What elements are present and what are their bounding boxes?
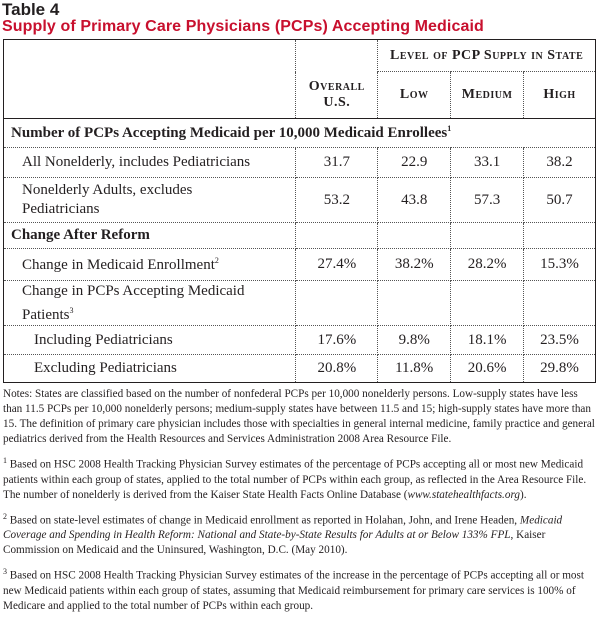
footnote-3-text: Based on HSC 2008 Health Tracking Physician Survey estimates of the increase in the percentage of PCPs accepting all or most new Medicaid patients within each group of states, assuming that Medicaid reimbursement for primary care services is 100% of Medicare and applied to the total number of PCPs within each group. [3, 570, 584, 613]
notes-section [3, 387, 599, 620]
cell-medium: 28.2% [451, 249, 524, 281]
row-label-line2 [22, 301, 295, 325]
empty-cell [378, 281, 451, 326]
cell-medium: 57.3 [451, 178, 524, 223]
table-row [4, 281, 596, 326]
cell-high: 23.5% [524, 326, 596, 355]
table-row [4, 355, 596, 383]
empty-cell [296, 223, 378, 249]
row-label-line1: Change in PCPs Accepting Medicaid [22, 282, 245, 299]
footnote-1 [3, 453, 599, 503]
cell-high: 15.3% [524, 249, 596, 281]
footnote-1-end: ). [519, 488, 527, 501]
section-1-sup: 1 [447, 124, 452, 133]
header-overall-line1: Overall [308, 78, 365, 94]
cell-overall: 27.4% [296, 249, 378, 281]
cell-high: 29.8% [524, 355, 596, 383]
cell-medium: 33.1 [451, 148, 524, 178]
section-1-title [4, 119, 596, 148]
table-row [4, 326, 596, 355]
cell-overall: 17.6% [296, 326, 378, 355]
table-row [4, 148, 596, 178]
cell-overall: 53.2 [296, 178, 378, 223]
row-label-line1: Nonelderly Adults, excludes [22, 182, 193, 198]
footnote-3 [3, 564, 599, 614]
cell-medium: 20.6% [451, 355, 524, 383]
footnote-2 [3, 509, 599, 559]
header-label-cell [4, 72, 296, 119]
section-2-title: Change After Reform [4, 223, 296, 249]
cell-low: 22.9 [378, 148, 451, 178]
header-high: High [524, 72, 596, 119]
cell-low: 9.8% [378, 326, 451, 355]
empty-cell [524, 223, 596, 249]
row-label [4, 178, 296, 223]
header-overall-blank [296, 40, 378, 72]
row-label-line2-text: Patients [22, 306, 70, 323]
header-overall [296, 72, 378, 119]
empty-cell [451, 281, 524, 326]
row-label-sup: 2 [214, 255, 219, 265]
empty-cell [378, 223, 451, 249]
cell-medium: 18.1% [451, 326, 524, 355]
table-title: Supply of Primary Care Physicians (PCPs) Accepting Medicaid [2, 18, 484, 35]
table-label: Table 4 [2, 0, 60, 19]
empty-cell [296, 281, 378, 326]
footnote-2-sup: 2 [3, 511, 7, 521]
data-table [3, 39, 596, 383]
cell-high: 50.7 [524, 178, 596, 223]
row-label: Excluding Pediatricians [4, 355, 296, 383]
cell-overall: 31.7 [296, 148, 378, 178]
header-supply-group: Level of PCP Supply in State [378, 40, 596, 72]
row-label [4, 281, 296, 326]
footnote-1-text: Based on HSC 2008 Health Tracking Physician Survey estimates of the percentage of PCPs accepting all or most new Medicaid patients within each group of states, applied to the total number of PCPs within each group, as reflected in the Area Resource File. The number of nonelderly is derived from the Kaiser State Health Facts Online Database ( [3, 458, 587, 501]
cell-high: 38.2 [524, 148, 596, 178]
footnote-1-sup: 1 [3, 456, 7, 465]
footnote-1-link: www.statehealthfacts.org [407, 488, 520, 501]
row-label-sup: 3 [69, 305, 74, 315]
section-1-row [4, 119, 596, 148]
row-label [4, 249, 296, 281]
row-label-line2: Pediatricians [22, 201, 100, 217]
row-label: Including Pediatricians [4, 326, 296, 355]
footnote-2-text: Based on state-level estimates of change in Medicaid enrollment as reported in Holahan, John, and Irene Headen, [9, 514, 520, 527]
table-row [4, 178, 596, 223]
section-1-title-text: Number of PCPs Accepting Medicaid per 10,000 Medicaid Enrollees [11, 125, 448, 141]
header-row-group [4, 40, 596, 72]
header-low: Low [378, 72, 451, 119]
empty-cell [524, 281, 596, 326]
cell-low: 11.8% [378, 355, 451, 383]
notes-main: Notes: States are classified based on the number of nonfederal PCPs per 10,000 nonelderly persons. Low-supply states have less than 11.5 PCPs per 10,000 nonelderly persons; medium-supply states have between 11.5 and 15; high-supply states have more than 15. The definition of primary care physician includes those with specialties in general internal medicine, family practice and general pediatrics derived from the Health Resources and Services Administration 2008 Area Resource File. [3, 388, 595, 445]
table-row [4, 249, 596, 281]
cell-overall: 20.8% [296, 355, 378, 383]
header-blank [4, 40, 296, 72]
header-overall-line2: U.S. [323, 94, 351, 110]
cell-low: 38.2% [378, 249, 451, 281]
footnote-2-end: , Kaiser Commission on Medicaid and the Uninsured, Washington, D.C. (May 2010). [3, 529, 546, 557]
empty-cell [451, 223, 524, 249]
row-label-text: Change in Medicaid Enrollment [22, 256, 215, 273]
footnote-3-sup: 3 [3, 567, 7, 577]
footnote-2-italic: Medicaid Coverage and Spending in Health Reform: National and State-by-State Results for Adults at or Below 133% FPL [3, 514, 563, 542]
header-medium: Medium [451, 72, 524, 119]
row-label: All Nonelderly, includes Pediatricians [4, 148, 296, 178]
section-2-row [4, 223, 596, 249]
header-row-columns [4, 72, 596, 119]
cell-low: 43.8 [378, 178, 451, 223]
